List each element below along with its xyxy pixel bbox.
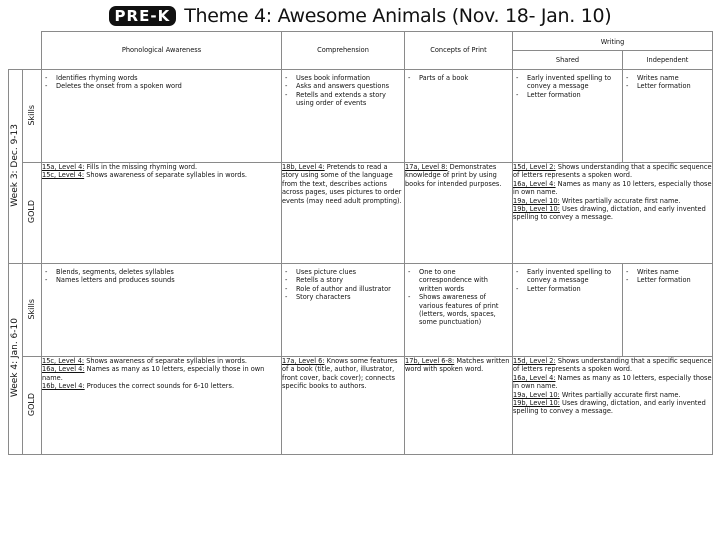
week3-phonological-gold <box>42 163 282 264</box>
week3-skills-row <box>9 70 713 163</box>
gold-objective: 19b, Level 10: Uses drawing, dictation, and early invented spelling to convey a message. <box>513 205 706 222</box>
week3-label: Week 3: Dec. 9-13 <box>10 123 21 207</box>
skills-label: Skills <box>26 298 36 320</box>
gold-objective: 17a, Level 8: Demonstrates knowledge of print by using books for intended purposes. <box>405 163 502 188</box>
week3-phonological-skills <box>42 70 282 163</box>
list-item: - Asks and answers questions <box>296 82 400 90</box>
skills-label: Skills <box>26 104 36 126</box>
corner-cell <box>9 32 42 70</box>
week4-comprehension-gold <box>282 357 405 455</box>
list-item: - Blends, segments, deletes syllables <box>56 268 277 276</box>
week4-gold-label-cell <box>23 357 42 455</box>
header-writing: Writing <box>513 32 713 51</box>
week4-concepts-skills <box>405 264 513 357</box>
list-item: - One to one correspondence with written words <box>419 268 508 293</box>
list-item: - Early invented spelling to convey a message <box>527 268 618 285</box>
list-item: - Retells a story <box>296 276 400 284</box>
gold-objective: 19a, Level 10: Writes partially accurate first name. <box>513 390 681 399</box>
gold-objective: 16b, Level 4: Produces the correct sounds for 6-10 letters. <box>42 382 235 391</box>
header-shared: Shared <box>513 51 623 70</box>
header-phonological: Phonological Awareness <box>42 32 282 70</box>
list-item: - Story characters <box>296 293 400 301</box>
week3-writing-gold <box>513 163 713 264</box>
gold-objective: 17a, Level 6: Knows some features of a book (title, author, illustrator, front cover, back cover); connects specific books to authors. <box>282 357 398 391</box>
week3-label-cell <box>9 70 23 264</box>
list-item: - Letter formation <box>527 91 618 99</box>
list-item: - Writes name <box>637 268 708 276</box>
week3-concepts-gold <box>405 163 513 264</box>
header-comprehension: Comprehension <box>282 32 405 70</box>
list-item: - Writes name <box>637 74 708 82</box>
week4-label-cell <box>9 264 23 455</box>
gold-objective: 19b, Level 10: Uses drawing, dictation, and early invented spelling to convey a message. <box>513 399 706 416</box>
gold-objective: 15d, Level 2: Shows understanding that a specific sequence of letters represents a spoken word. <box>513 357 712 374</box>
gold-objective: 15d, Level 2: Shows understanding that a specific sequence of letters represents a spoken word. <box>513 163 712 180</box>
gold-objective: 15c, Level 4: Shows awareness of separate syllables in words. <box>42 357 248 365</box>
week4-label: Week 4: Jan. 6-10 <box>10 318 21 398</box>
gold-objective: 17b, Level 6-8: Matches written word with spoken word. <box>405 357 510 374</box>
list-item: - Identifies rhyming words <box>56 74 277 82</box>
page-header <box>0 2 720 30</box>
week4-writing-gold <box>513 357 713 455</box>
week3-independent-writing-skills <box>623 70 713 163</box>
list-item: - Uses picture clues <box>296 268 400 276</box>
week4-concepts-gold <box>405 357 513 455</box>
gold-objective: 18b, Level 4: Pretends to read a story using some of the language from the text, describes actions across pages, uses pictures to order events (may need adult prompting). <box>282 163 402 205</box>
week3-gold-row <box>9 163 713 264</box>
curriculum-table <box>8 31 713 455</box>
gold-label: GOLD <box>26 392 36 416</box>
list-item: - Role of author and illustrator <box>296 285 400 293</box>
list-item: - Retells and extends a story using order of events <box>296 91 400 108</box>
week4-gold-row <box>9 357 713 455</box>
gold-label: GOLD <box>26 200 36 224</box>
week3-comprehension-skills <box>282 70 405 163</box>
list-item: - Letter formation <box>637 276 708 284</box>
list-item: - Names letters and produces sounds <box>56 276 277 284</box>
gold-objective: 16a, Level 4: Names as many as 10 letters, especially those in own name. <box>513 179 712 197</box>
week3-shared-writing-skills <box>513 70 623 163</box>
gold-objective: 16a, Level 4: Names as many as 10 letters, especially those in own name. <box>42 365 265 382</box>
list-item: - Parts of a book <box>419 74 508 82</box>
list-item: - Early invented spelling to convey a message <box>527 74 618 91</box>
week4-shared-writing-skills <box>513 264 623 357</box>
header-independent: Independent <box>623 51 713 70</box>
gold-objective: 15a, Level 4: Fills in the missing rhyming word. <box>42 163 198 171</box>
page-title: Theme 4: Awesome Animals (Nov. 18- Jan. 10) <box>184 5 612 27</box>
week3-concepts-skills <box>405 70 513 163</box>
list-item: - Deletes the onset from a spoken word <box>56 82 277 90</box>
week4-independent-writing-skills <box>623 264 713 357</box>
week4-phonological-skills <box>42 264 282 357</box>
week3-gold-label-cell <box>23 163 42 264</box>
week4-skills-label-cell <box>23 264 42 357</box>
week3-comprehension-gold <box>282 163 405 264</box>
header-concepts-of-print: Concepts of Print <box>405 32 513 70</box>
list-item: - Letter formation <box>637 82 708 90</box>
week3-skills-label-cell <box>23 70 42 163</box>
week4-phonological-gold <box>42 357 282 455</box>
list-item: - Uses book information <box>296 74 400 82</box>
gold-objective: 19a, Level 10: Writes partially accurate first name. <box>513 196 681 205</box>
list-item: - Letter formation <box>527 285 618 293</box>
week4-comprehension-skills <box>282 264 405 357</box>
week4-skills-row <box>9 264 713 357</box>
list-item: - Shows awareness of various features of print (letters, words, spaces, some punctuation) <box>419 293 508 327</box>
gold-objective: 15c, Level 4: Shows awareness of separate syllables in words. <box>42 171 248 180</box>
gold-objective: 16a, Level 4: Names as many as 10 letters, especially those in own name. <box>513 373 712 391</box>
pre-k-badge: PRE-K <box>109 6 177 26</box>
